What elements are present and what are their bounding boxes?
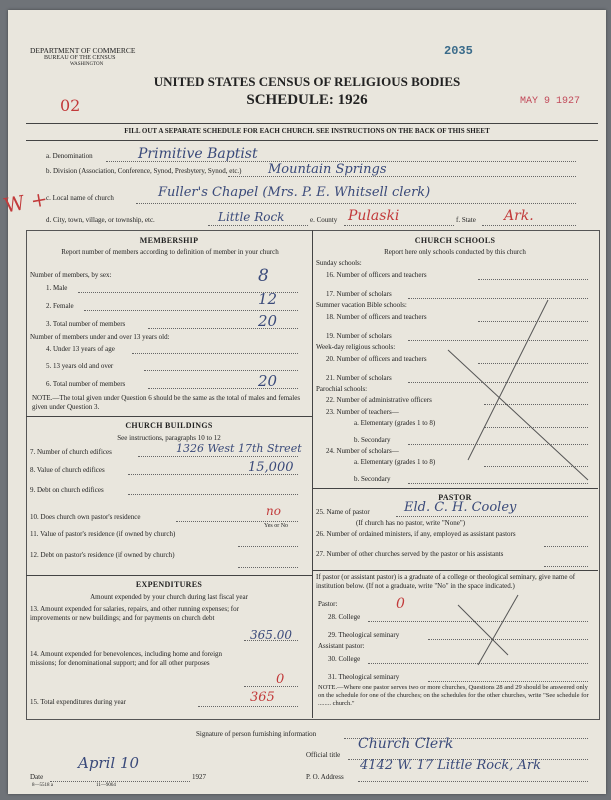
summer-label: Summer vacation Bible schools: — [316, 301, 407, 309]
q24-label: 24. Number of scholars— — [326, 447, 399, 455]
church-name-label: c. Local name of church — [46, 194, 114, 202]
sunday-label: Sunday schools: — [316, 259, 362, 267]
membership-note-top: Report number of members according to definition of member in your church — [61, 248, 279, 256]
q5-label: 5. 13 years old and over — [46, 362, 114, 370]
parochial-label: Parochial schools: — [316, 385, 368, 393]
address-value: 4142 W. 17 Little Rock, Ark — [360, 758, 541, 773]
buildings-sub: See instructions, paragraphs 10 to 12 — [117, 434, 221, 442]
expenditures-title: EXPENDITURES — [135, 580, 203, 589]
q16-label: 16. Number of officers and teachers — [326, 271, 427, 279]
schools-sub: Report here only schools conducted by this church — [384, 248, 526, 256]
q24a-label: a. Elementary (grades 1 to 8) — [354, 458, 436, 466]
q3-label: 3. Total number of members — [46, 320, 126, 328]
q17-label: 17. Number of scholars — [326, 290, 392, 298]
year-label: 1927 — [192, 773, 206, 781]
division-value: Mountain Springs — [268, 162, 387, 177]
q12-label: 12. Debt on pastor's residence (if owned by church) — [30, 551, 175, 559]
q27-label: 27. Number of other churches served by the pastor or his assistants — [316, 550, 504, 558]
q14-value: 0 — [276, 672, 285, 687]
census-schedule-page — [2, 10, 606, 794]
q25-note: (If church has no pastor, write "None") — [356, 519, 466, 527]
pastor-cross-out — [448, 585, 548, 675]
city-label-field: d. City, town, village, or township, etc. — [46, 216, 155, 224]
weekday-label: Week-day religious schools: — [316, 343, 396, 351]
q3-value: 20 — [258, 312, 278, 330]
q22-label: 22. Number of administrative officers — [326, 396, 432, 404]
age-label: Number of members under and over 13 years old: — [30, 333, 170, 341]
q25-label: 25. Name of pastor — [316, 508, 370, 516]
code-mark: 02 — [60, 96, 81, 115]
buildings-title: CHURCH BUILDINGS — [125, 421, 213, 430]
q20-label: 20. Number of officers and teachers — [326, 355, 427, 363]
pastor-title: PASTOR — [438, 493, 472, 502]
q8-value: 15,000 — [248, 460, 294, 475]
q7-value: 1326 West 17th Street — [176, 442, 302, 455]
q6-label: 6. Total number of members — [46, 380, 126, 388]
form-number: 2035 — [444, 44, 473, 58]
yes-no-label: Yes or No — [264, 523, 289, 529]
schools-title: CHURCH SCHOOLS — [414, 236, 496, 245]
county-value: Pulaski — [348, 208, 400, 224]
q2-value: 12 — [258, 290, 278, 308]
expenditures-sub: Amount expended by your church during last fiscal year — [90, 593, 248, 601]
q13-label: 13. Amount expended for salaries, repairs, and other running expenses; for improvements or new buildings; and for payments on church debt — [30, 605, 239, 622]
q4-label: 4. Under 13 years of age — [46, 345, 115, 353]
official-title-label: Official title — [306, 751, 341, 759]
q23b-label: b. Secondary — [354, 436, 391, 444]
bureau-label: BUREAU OF THE CENSUS — [44, 55, 116, 61]
q15-value: 365 — [250, 690, 275, 705]
q10-label: 10. Does church own pastor's residence — [30, 513, 141, 521]
pastor-sub-label: Pastor: — [318, 600, 338, 608]
county-label: e. County — [310, 216, 338, 224]
q1-value: 8 — [258, 266, 269, 286]
schools-cross-out — [428, 290, 598, 490]
q24b-label: b. Secondary — [354, 475, 391, 483]
city-label: WASHINGTON — [70, 62, 104, 67]
denomination-value: Primitive Baptist — [138, 146, 258, 162]
graduate-note: If pastor (or assistant pastor) is a graduate of a college or theological seminary, give name of institution below. (If not a graduate, write "No" in the space indicated.) — [316, 573, 576, 590]
q11-label: 11. Value of pastor's residence (if owned by church) — [30, 530, 176, 538]
church-name-value: Fuller's Chapel (Mrs. P. E. Whitsell clerk) — [158, 185, 431, 200]
print-code-1: 8—5518 a — [32, 783, 53, 788]
city-value: Little Rock — [218, 210, 285, 224]
signature-label: Signature of person furnishing information — [196, 730, 317, 738]
address-label: P. O. Address — [306, 773, 344, 781]
state-label: f. State — [456, 216, 476, 224]
division-label: b. Division (Association, Conference, Synod, Presbytery, Synod, etc.) — [46, 167, 242, 175]
date-label: Date — [30, 773, 44, 781]
q18-label: 18. Number of officers and teachers — [326, 313, 427, 321]
q29-label: 29. Theological seminary — [328, 631, 400, 639]
pastor-note: NOTE.—Where one pastor serves two or more churches, Questions 28 and 29 should be answered only on the schedule for one of the churches; on the schedules for the other churches, write "See schedule for ........ church." — [318, 684, 589, 707]
q19-label: 19. Number of scholars — [326, 332, 392, 340]
q25-value: Eld. C. H. Cooley — [404, 500, 517, 515]
instruction-banner: FILL OUT A SEPARATE SCHEDULE FOR EACH CHURCH. SEE INSTRUCTIONS ON THE BACK OF THIS SHEET — [124, 127, 490, 135]
q14-label: 14. Amount expended for benevolences, including home and foreign missions; for denominational support; and for all other purposes — [30, 650, 223, 667]
margin-mark: W + — [2, 186, 50, 218]
by-sex-label: Number of members, by sex: — [30, 271, 112, 279]
q21-label: 21. Number of scholars — [326, 374, 392, 382]
q30-label: 30. College — [328, 655, 361, 663]
q10-value: no — [266, 504, 281, 518]
q2-label: 2. Female — [46, 302, 74, 310]
q23a-label: a. Elementary (grades 1 to 8) — [354, 419, 436, 427]
q31-label: 31. Theological seminary — [328, 673, 400, 681]
q15-label: 15. Total expenditures during year — [30, 698, 126, 706]
date-stamp: MAY 9 1927 — [520, 96, 581, 107]
q13-value: 365.00 — [250, 628, 292, 642]
q7-label: 7. Number of church edifices — [30, 448, 112, 456]
print-code-2: 11—9064 — [96, 783, 116, 788]
q28-value: 0 — [396, 596, 405, 612]
membership-note: NOTE.—The total given under Question 6 should be the same as the total of males and females given under Question 3. — [32, 394, 301, 411]
form-subtitle: SCHEDULE: 1926 — [246, 92, 368, 108]
assistant-label: Assistant pastor: — [318, 642, 365, 650]
membership-title: MEMBERSHIP — [139, 236, 199, 245]
state-value: Ark. — [504, 208, 534, 224]
q28-label: 28. College — [328, 613, 361, 621]
department-label: DEPARTMENT OF COMMERCE — [30, 46, 136, 55]
q6-value: 20 — [258, 372, 278, 390]
q9-label: 9. Debt on church edifices — [30, 486, 104, 494]
form-title: UNITED STATES CENSUS OF RELIGIOUS BODIES — [153, 74, 461, 89]
q23-label: 23. Number of teachers— — [326, 408, 399, 416]
official-title-value: Church Clerk — [358, 736, 454, 752]
q1-label: 1. Male — [46, 284, 68, 292]
date-value: April 10 — [78, 754, 140, 772]
q8-label: 8. Value of church edifices — [30, 466, 105, 474]
denomination-label: a. Denomination — [46, 152, 93, 160]
q26-label: 26. Number of ordained ministers, if any, employed as assistant pastors — [316, 530, 516, 538]
